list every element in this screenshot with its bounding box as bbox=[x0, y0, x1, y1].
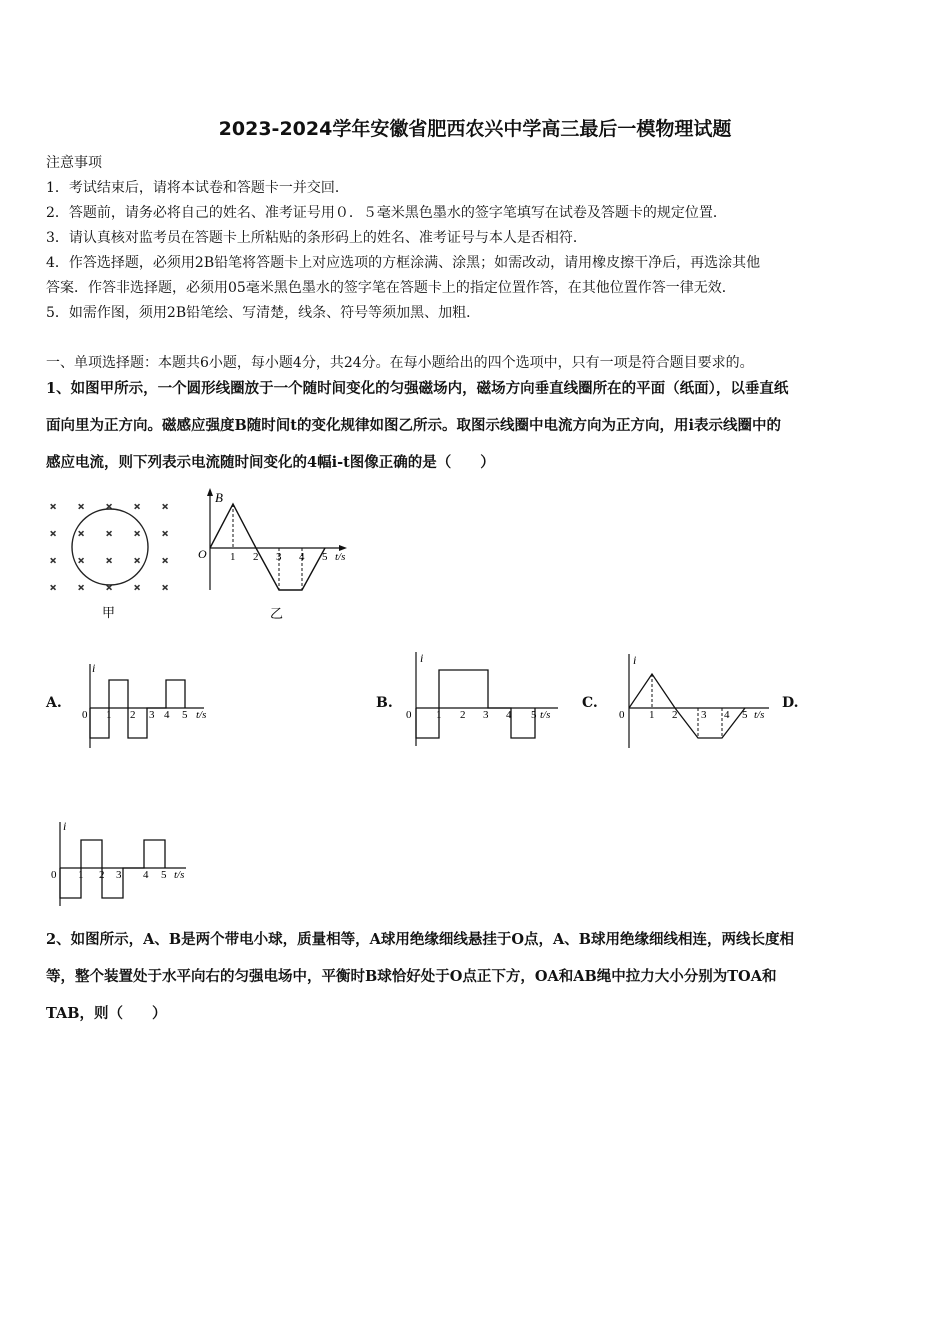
fig-jia-label: 甲 bbox=[102, 605, 116, 620]
notice-item-2: 2．答题前，请务必将自己的姓名、准考证号用０．５毫米黑色墨水的签字笔填写在试卷及答题卡的规定位置． bbox=[46, 205, 727, 221]
axis-t-label: t/s bbox=[540, 709, 551, 721]
field-cross-mark: × bbox=[50, 528, 57, 540]
field-cross-mark: × bbox=[78, 528, 85, 540]
field-cross-marks bbox=[50, 501, 168, 594]
axis-t-label: t/s bbox=[196, 709, 207, 721]
tick-1: 1 bbox=[78, 869, 84, 881]
axis-i-label: i bbox=[633, 653, 637, 667]
notice-item-5: 5．如需作图，须用2B铅笔绘、写清楚，线条、符号等须加黑、加粗． bbox=[46, 305, 481, 321]
tick-2: 2 bbox=[672, 709, 678, 721]
tick-5: 5 bbox=[161, 869, 167, 881]
tick-5: 5 bbox=[531, 709, 537, 721]
tick-3: 3 bbox=[483, 709, 489, 721]
field-cross-mark: × bbox=[106, 555, 113, 567]
option-d-label[interactable]: D. bbox=[782, 695, 799, 711]
field-cross-mark: × bbox=[162, 582, 169, 594]
tick-1: 1 bbox=[436, 709, 442, 721]
origin-label: 0 bbox=[82, 709, 88, 721]
tick-4: 4 bbox=[724, 709, 730, 721]
tick-5: 5 bbox=[742, 709, 748, 721]
tick-3: 3 bbox=[149, 709, 155, 721]
field-cross-mark: × bbox=[106, 582, 113, 594]
tick-3: 3 bbox=[276, 551, 282, 563]
field-cross-mark: × bbox=[50, 555, 57, 567]
graph-option-b[interactable] bbox=[398, 648, 568, 748]
axis-i-label: i bbox=[420, 651, 424, 665]
tick-5: 5 bbox=[182, 709, 188, 721]
fig-yi-label: 乙 bbox=[270, 606, 284, 621]
tick-2: 2 bbox=[130, 709, 136, 721]
b-curve bbox=[210, 504, 325, 590]
tick-3: 3 bbox=[701, 709, 707, 721]
field-cross-mark: × bbox=[50, 582, 57, 594]
field-cross-mark: × bbox=[78, 582, 85, 594]
figure-yi-b-t-graph bbox=[195, 486, 365, 626]
notice-item-4-cont: 答案．作答非选择题，必须用05毫米黑色墨水的签字笔在答题卡上的指定位置作答，在其他位置作答一律无效． bbox=[46, 280, 736, 296]
tick-1: 1 bbox=[649, 709, 655, 721]
option-c-label[interactable]: C. bbox=[582, 695, 598, 711]
field-cross-mark: × bbox=[106, 501, 113, 513]
q2-text-line2: 等，整个装置处于水平向右的匀强电场中，平衡时B球恰好处于O点正下方，OA和AB绳中拉力大小分别为TOA和 bbox=[46, 968, 777, 985]
q1-text-line2: 面向里为正方向。磁感应强度B随时间t的变化规律如图乙所示。取图示线圈中电流方向为正方向，用i表示线圈中的 bbox=[46, 417, 781, 434]
tick-1: 1 bbox=[230, 551, 236, 563]
field-cross-mark: × bbox=[162, 555, 169, 567]
graph-option-c[interactable] bbox=[614, 650, 779, 750]
figure-jia-coil-in-field bbox=[40, 492, 180, 622]
tick-4: 4 bbox=[299, 551, 305, 563]
q2-text-line3: TAB，则（ ） bbox=[46, 1005, 167, 1022]
field-cross-mark: × bbox=[162, 528, 169, 540]
axis-t-label: t/s bbox=[335, 551, 346, 563]
field-cross-mark: × bbox=[134, 555, 141, 567]
q1-text-line3: 感应电流，则下列表示电流随时间变化的4幅i-t图像正确的是（ ） bbox=[46, 454, 495, 471]
tick-1: 1 bbox=[106, 709, 112, 721]
field-cross-mark: × bbox=[50, 501, 57, 513]
axis-i-label: i bbox=[63, 819, 67, 833]
tick-4: 4 bbox=[143, 869, 149, 881]
origin-label: 0 bbox=[619, 709, 625, 721]
tick-2: 2 bbox=[460, 709, 466, 721]
notice-item-4: 4．作答选择题，必须用2B铅笔将答题卡上对应选项的方框涂满、涂黑；如需改动，请用橡皮擦干净后，再选涂其他 bbox=[46, 255, 761, 271]
notice-heading: 注意事项 bbox=[46, 155, 102, 171]
field-cross-mark: × bbox=[78, 501, 85, 513]
axis-b-label: B bbox=[215, 490, 223, 505]
origin-o-label: O bbox=[198, 547, 207, 561]
option-b-label[interactable]: B. bbox=[376, 695, 393, 711]
q2-text-line1: 2、如图所示，A、B是两个带电小球，质量相等，A球用绝缘细线悬挂于O点，A、B球用绝缘细线相连，两线长度相 bbox=[46, 931, 794, 948]
field-cross-mark: × bbox=[106, 528, 113, 540]
field-cross-mark: × bbox=[134, 501, 141, 513]
field-cross-mark: × bbox=[162, 501, 169, 513]
coil-circle bbox=[72, 509, 148, 585]
tick-4: 4 bbox=[164, 709, 170, 721]
graph-option-d[interactable] bbox=[46, 818, 201, 908]
axis-t-label: t/s bbox=[754, 709, 765, 721]
tick-4: 4 bbox=[506, 709, 512, 721]
axis-t-label: t/s bbox=[174, 869, 185, 881]
axis-i-label: i bbox=[92, 661, 96, 675]
tick-2: 2 bbox=[99, 869, 105, 881]
tick-3: 3 bbox=[116, 869, 122, 881]
section-heading: 一、单项选择题：本题共6小题，每小题4分，共24分。在每小题给出的四个选项中，只有一项是符合题目要求的。 bbox=[46, 355, 754, 371]
graph-option-a[interactable] bbox=[72, 660, 222, 750]
field-cross-mark: × bbox=[134, 582, 141, 594]
notice-item-3: 3．请认真核对监考员在答题卡上所粘贴的条形码上的姓名、准考证号与本人是否相符． bbox=[46, 230, 587, 246]
tick-5: 5 bbox=[322, 551, 328, 563]
tick-2: 2 bbox=[253, 551, 259, 563]
field-cross-mark: × bbox=[78, 555, 85, 567]
origin-label: 0 bbox=[406, 709, 412, 721]
notice-item-1: 1．考试结束后，请将本试卷和答题卡一并交回． bbox=[46, 180, 349, 196]
field-cross-mark: × bbox=[134, 528, 141, 540]
page-title: 2023-2024学年安徽省肥西农兴中学高三最后一模物理试题 bbox=[218, 118, 732, 140]
q1-text-line1: 1、如图甲所示，一个圆形线圈放于一个随时间变化的匀强磁场内，磁场方向垂直线圈所在的平面（纸面），以垂直纸 bbox=[46, 380, 789, 397]
option-a-label[interactable]: A. bbox=[46, 695, 62, 711]
origin-label: 0 bbox=[51, 869, 57, 881]
